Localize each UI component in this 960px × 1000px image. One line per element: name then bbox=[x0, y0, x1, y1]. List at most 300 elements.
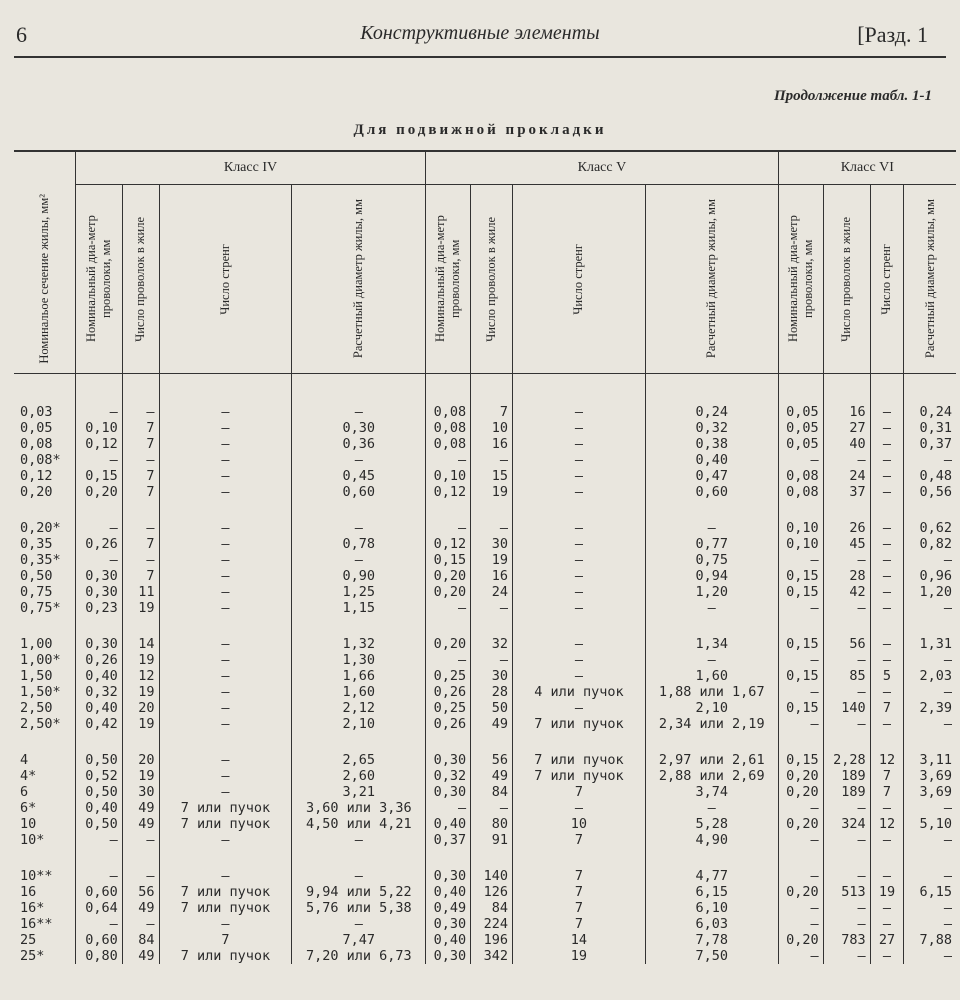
col-header-calc-dia: Расчетный диаметр жилы, мм bbox=[292, 185, 426, 374]
table-cell: 6,15 bbox=[904, 884, 956, 900]
class-vi-header: Класс VI bbox=[778, 151, 956, 185]
table-cell: 19 bbox=[122, 600, 159, 616]
table-cell: — bbox=[159, 684, 292, 700]
spacer-cell bbox=[645, 500, 778, 520]
table-cell: 0,90 bbox=[292, 568, 426, 584]
table-cell: 7 или пучок bbox=[159, 900, 292, 916]
row-section-cell: 0,75* bbox=[20, 600, 61, 616]
row-section-cell: 2,50* bbox=[20, 716, 61, 732]
table-cell: — bbox=[645, 600, 778, 616]
table-cell: 2,10 bbox=[645, 700, 778, 716]
spacer-cell bbox=[14, 616, 75, 636]
table-cell: 40 bbox=[823, 436, 870, 452]
spacer-cell bbox=[14, 374, 75, 405]
table-cell: 0,30 bbox=[426, 916, 471, 932]
spacer-cell bbox=[778, 848, 823, 868]
table-cell: 0,15 bbox=[778, 568, 823, 584]
table-cell: 0,82 bbox=[904, 536, 956, 552]
row-section-cell: 0,75 bbox=[20, 584, 53, 600]
row-section-cell: 1,00* bbox=[20, 652, 61, 668]
table-cell: 1,60 bbox=[292, 684, 426, 700]
table-cell: 0,32 bbox=[75, 684, 122, 700]
table-cell: 0,24 bbox=[645, 404, 778, 420]
table-cell: — bbox=[870, 868, 904, 884]
table-cell: 0,20 bbox=[778, 884, 823, 900]
table-cell: 7 или пучок bbox=[159, 800, 292, 816]
table-cell: — bbox=[823, 916, 870, 932]
group-spacer bbox=[14, 500, 956, 520]
table-row bbox=[14, 568, 956, 584]
table-cell: 0,26 bbox=[426, 716, 471, 732]
table-cell: 0,50 bbox=[75, 784, 122, 800]
table-cell: — bbox=[870, 404, 904, 420]
table-cell: 1,25 bbox=[292, 584, 426, 600]
table-cell: — bbox=[122, 916, 159, 932]
table-cell: 56 bbox=[471, 752, 513, 768]
table-cell: 0,20 bbox=[778, 932, 823, 948]
row-section-cell: 0,35 bbox=[20, 536, 53, 552]
table-cell: 37 bbox=[823, 484, 870, 500]
table-cell: 2,88 или 2,69 bbox=[645, 768, 778, 784]
table-cell: 0,08 bbox=[778, 484, 823, 500]
table-cell: — bbox=[75, 520, 122, 536]
table-cell: 0,30 bbox=[75, 568, 122, 584]
table-cell: — bbox=[292, 916, 426, 932]
table-cell: 0,52 bbox=[75, 768, 122, 784]
table-cell: — bbox=[159, 784, 292, 800]
table-cell: — bbox=[159, 484, 292, 500]
table-cell: — bbox=[122, 832, 159, 848]
table-cell: — bbox=[159, 520, 292, 536]
table-cell: 324 bbox=[823, 816, 870, 832]
table-row bbox=[14, 932, 956, 948]
table-cell: 0,26 bbox=[75, 536, 122, 552]
table-row bbox=[14, 868, 956, 884]
table-cell: 0,50 bbox=[75, 752, 122, 768]
table-cell: 7 bbox=[870, 784, 904, 800]
table-cell: — bbox=[870, 552, 904, 568]
table-cell: 0,94 bbox=[645, 568, 778, 584]
table-cell: 0,60 bbox=[75, 932, 122, 948]
table-cell: 7,88 bbox=[904, 932, 956, 948]
col-header-wire-count: Число проволок в жиле bbox=[823, 185, 870, 374]
table-cell: — bbox=[778, 800, 823, 816]
table-cell: 19 bbox=[471, 484, 513, 500]
spacer-cell bbox=[426, 616, 471, 636]
table-cell: 19 bbox=[471, 552, 513, 568]
table-cell: 0,10 bbox=[778, 536, 823, 552]
table-cell: 2,10 bbox=[292, 716, 426, 732]
table-cell: 9,94 или 5,22 bbox=[292, 884, 426, 900]
table-cell: — bbox=[159, 716, 292, 732]
table-cell: 0,20 bbox=[778, 816, 823, 832]
col-header-strands: Число стренг bbox=[513, 185, 646, 374]
spacer-cell bbox=[513, 732, 646, 752]
table-cell: 0,05 bbox=[778, 420, 823, 436]
table-cell: 0,49 bbox=[426, 900, 471, 916]
table-cell: 1,15 bbox=[292, 600, 426, 616]
spacer-cell bbox=[904, 374, 956, 405]
table-cell: 0,64 bbox=[75, 900, 122, 916]
table-cell: — bbox=[513, 568, 646, 584]
table-row bbox=[14, 784, 956, 800]
table-cell: 56 bbox=[122, 884, 159, 900]
spacer-cell bbox=[513, 500, 646, 520]
table-cell: — bbox=[870, 948, 904, 964]
spacer-cell bbox=[471, 374, 513, 405]
class-iv-header: Класс IV bbox=[75, 151, 425, 185]
spacer-cell bbox=[823, 374, 870, 405]
table-row bbox=[14, 636, 956, 652]
table-cell: 7,78 bbox=[645, 932, 778, 948]
table-cell: — bbox=[159, 552, 292, 568]
col-header-wire-count: Число проволок в жиле bbox=[122, 185, 159, 374]
table-cell: 80 bbox=[471, 816, 513, 832]
table-cell: — bbox=[122, 868, 159, 884]
table-cell: — bbox=[159, 600, 292, 616]
table-cell: 0,08 bbox=[426, 420, 471, 436]
spacer-cell bbox=[645, 732, 778, 752]
table-cell: 0,08 bbox=[426, 404, 471, 420]
row-section-cell: 1,00 bbox=[20, 636, 53, 652]
table-cell: 1,20 bbox=[645, 584, 778, 600]
table-cell: — bbox=[513, 404, 646, 420]
group-spacer bbox=[14, 616, 956, 636]
table-cell: 0,15 bbox=[778, 752, 823, 768]
spacer-cell bbox=[159, 732, 292, 752]
table-cell: 0,80 bbox=[75, 948, 122, 964]
table-cell: — bbox=[823, 948, 870, 964]
table-cell: 0,20 bbox=[426, 584, 471, 600]
table-cell: 0,20 bbox=[778, 784, 823, 800]
spacer-cell bbox=[292, 732, 426, 752]
row-section-cell: 16* bbox=[20, 900, 45, 916]
table-cell: 7 или пучок bbox=[513, 768, 646, 784]
table-cell: 0,37 bbox=[426, 832, 471, 848]
table-cell: 0,05 bbox=[778, 436, 823, 452]
table-cell: 12 bbox=[870, 816, 904, 832]
table-cell: — bbox=[870, 420, 904, 436]
spacer-cell bbox=[870, 500, 904, 520]
table-cell: 7 bbox=[122, 436, 159, 452]
table-cell: — bbox=[904, 684, 956, 700]
table-cell: 7,20 или 6,73 bbox=[292, 948, 426, 964]
table-cell: — bbox=[870, 916, 904, 932]
table-cell: 49 bbox=[122, 816, 159, 832]
table-cell: — bbox=[870, 520, 904, 536]
spacer-cell bbox=[471, 500, 513, 520]
table-cell: — bbox=[513, 552, 646, 568]
table-cell: 7 bbox=[471, 404, 513, 420]
table-cell: — bbox=[471, 652, 513, 668]
table-cell: — bbox=[904, 452, 956, 468]
table-cell: — bbox=[159, 452, 292, 468]
table-cell: 0,30 bbox=[75, 636, 122, 652]
spacer-cell bbox=[778, 732, 823, 752]
spacer-cell bbox=[14, 500, 75, 520]
group-spacer bbox=[14, 374, 956, 405]
table-cell: 7 bbox=[513, 868, 646, 884]
table-cell: 0,31 bbox=[904, 420, 956, 436]
col-header-wire-dia: Номинальный диа-метр проволоки, мм bbox=[426, 185, 471, 374]
table-cell: 4,90 bbox=[645, 832, 778, 848]
spacer-cell bbox=[426, 374, 471, 405]
row-section-cell: 1,50 bbox=[20, 668, 53, 684]
table-cell: 5,10 bbox=[904, 816, 956, 832]
spacer-cell bbox=[75, 732, 122, 752]
spacer-cell bbox=[426, 500, 471, 520]
table-cell: — bbox=[159, 584, 292, 600]
table-cell: 0,10 bbox=[75, 420, 122, 436]
spacer-cell bbox=[292, 500, 426, 520]
spacer-cell bbox=[159, 616, 292, 636]
table-cell: — bbox=[870, 468, 904, 484]
table-cell: — bbox=[513, 420, 646, 436]
table-cell: 0,10 bbox=[426, 468, 471, 484]
table-cell: 126 bbox=[471, 884, 513, 900]
table-cell: — bbox=[513, 668, 646, 684]
table-cell: 513 bbox=[823, 884, 870, 900]
table-cell: — bbox=[471, 800, 513, 816]
table-cell: 7 или пучок bbox=[513, 752, 646, 768]
table-cell: 2,65 bbox=[292, 752, 426, 768]
table-cell: 342 bbox=[471, 948, 513, 964]
table-cell: 91 bbox=[471, 832, 513, 848]
table-cell: 85 bbox=[823, 668, 870, 684]
table-cell: — bbox=[513, 636, 646, 652]
table-cell: 0,08 bbox=[778, 468, 823, 484]
spacer-cell bbox=[471, 848, 513, 868]
spacer-cell bbox=[14, 848, 75, 868]
table-cell: — bbox=[122, 520, 159, 536]
table-cell: — bbox=[513, 700, 646, 716]
row-section-cell: 4 bbox=[20, 752, 29, 768]
table-cell: — bbox=[513, 800, 646, 816]
table-row bbox=[14, 768, 956, 784]
table-cell: — bbox=[75, 404, 122, 420]
table-cell: — bbox=[513, 600, 646, 616]
table-cell: — bbox=[513, 468, 646, 484]
table-cell: — bbox=[823, 832, 870, 848]
table-cell: — bbox=[904, 600, 956, 616]
table-cell: 10 bbox=[471, 420, 513, 436]
table-row bbox=[14, 600, 956, 616]
table-cell: 0,30 bbox=[426, 752, 471, 768]
table-cell: 196 bbox=[471, 932, 513, 948]
table-cell: 56 bbox=[823, 636, 870, 652]
spacer-cell bbox=[292, 848, 426, 868]
table-cell: — bbox=[904, 800, 956, 816]
spacer-cell bbox=[778, 374, 823, 405]
spacer-cell bbox=[159, 374, 292, 405]
table-cell: — bbox=[159, 420, 292, 436]
table-cell: 0,60 bbox=[292, 484, 426, 500]
table-cell: 0,40 bbox=[426, 884, 471, 900]
spacer-cell bbox=[292, 616, 426, 636]
table-row bbox=[14, 832, 956, 848]
table-cell: 0,12 bbox=[426, 536, 471, 552]
table-cell: 0,40 bbox=[426, 932, 471, 948]
table-cell: 0,48 bbox=[904, 468, 956, 484]
table-cell: — bbox=[292, 520, 426, 536]
table-cell: — bbox=[159, 536, 292, 552]
table-cell: — bbox=[426, 600, 471, 616]
table-cell: — bbox=[823, 684, 870, 700]
table-cell: — bbox=[904, 900, 956, 916]
col-header-calc-dia: Расчетный диаметр жилы, мм bbox=[904, 185, 956, 374]
table-cell: 7 или пучок bbox=[159, 948, 292, 964]
row-section-cell: 0,08 bbox=[20, 436, 53, 452]
spacer-cell bbox=[122, 500, 159, 520]
table-row bbox=[14, 404, 956, 420]
table-cell: 0,38 bbox=[645, 436, 778, 452]
col-header-wire-count: Число проволок в жиле bbox=[471, 185, 513, 374]
table-cell: 0,12 bbox=[426, 484, 471, 500]
table-cell: 0,75 bbox=[645, 552, 778, 568]
table-row bbox=[14, 468, 956, 484]
page-number: 6 bbox=[16, 22, 27, 47]
col-header-section: Номинальое сечение жилы, мм² bbox=[14, 185, 75, 374]
table-cell: 0,40 bbox=[426, 816, 471, 832]
spacer-cell bbox=[513, 374, 646, 405]
row-section-cell: 0,35* bbox=[20, 552, 61, 568]
spacer-cell bbox=[823, 616, 870, 636]
row-section-cell: 0,20 bbox=[20, 484, 53, 500]
table-cell: 7 или пучок bbox=[513, 716, 646, 732]
spacer-cell bbox=[75, 616, 122, 636]
table-row bbox=[14, 668, 956, 684]
table-row bbox=[14, 916, 956, 932]
table-cell: 5 bbox=[870, 668, 904, 684]
table-cell: 0,15 bbox=[778, 668, 823, 684]
table-cell: — bbox=[513, 436, 646, 452]
table-cell: — bbox=[823, 452, 870, 468]
spacer-cell bbox=[823, 848, 870, 868]
table-cell: — bbox=[426, 520, 471, 536]
table-cell: 0,42 bbox=[75, 716, 122, 732]
table-cell: — bbox=[823, 868, 870, 884]
table-cell: — bbox=[159, 768, 292, 784]
table-cell: 49 bbox=[122, 948, 159, 964]
row-section-cell: 0,03 bbox=[20, 404, 53, 420]
spacer-cell bbox=[645, 616, 778, 636]
table-cell: — bbox=[870, 536, 904, 552]
table-cell: 84 bbox=[471, 900, 513, 916]
table-cell: — bbox=[426, 800, 471, 816]
class-v-header: Класс V bbox=[426, 151, 778, 185]
row-section-cell: 25* bbox=[20, 948, 45, 964]
table-cell: 0,60 bbox=[645, 484, 778, 500]
table-cell: 5,28 bbox=[645, 816, 778, 832]
table-cell: 30 bbox=[471, 536, 513, 552]
table-cell: 4,77 bbox=[645, 868, 778, 884]
table-cell: 2,34 или 2,19 bbox=[645, 716, 778, 732]
table-row bbox=[14, 800, 956, 816]
spacer-cell bbox=[426, 732, 471, 752]
table-cell: 49 bbox=[471, 768, 513, 784]
col-header-strands: Число стренг bbox=[870, 185, 904, 374]
spacer-cell bbox=[513, 848, 646, 868]
table-cell: 1,31 bbox=[904, 636, 956, 652]
spacer-cell bbox=[778, 500, 823, 520]
table-cell: 7 bbox=[159, 932, 292, 948]
table-cell: 27 bbox=[823, 420, 870, 436]
spacer-cell bbox=[823, 500, 870, 520]
table-cell: 0,40 bbox=[75, 700, 122, 716]
table-cell: 7 bbox=[513, 784, 646, 800]
table-cell: 27 bbox=[870, 932, 904, 948]
table-cell: 0,24 bbox=[904, 404, 956, 420]
table-cell: — bbox=[75, 916, 122, 932]
table-row bbox=[14, 484, 956, 500]
table-cell: 16 bbox=[471, 568, 513, 584]
table-cell: 0,40 bbox=[645, 452, 778, 468]
table-row bbox=[14, 436, 956, 452]
table-cell: 12 bbox=[870, 752, 904, 768]
table-cell: 0,37 bbox=[904, 436, 956, 452]
table-cell: 0,20 bbox=[426, 636, 471, 652]
table-cell: 49 bbox=[122, 800, 159, 816]
table-cell: — bbox=[645, 652, 778, 668]
spacer-cell bbox=[292, 374, 426, 405]
spacer-cell bbox=[904, 500, 956, 520]
table-cell: 7 или пучок bbox=[159, 816, 292, 832]
table-cell: — bbox=[292, 868, 426, 884]
table-cell: — bbox=[159, 832, 292, 848]
table-cell: 0,25 bbox=[426, 700, 471, 716]
table-cell: 0,05 bbox=[778, 404, 823, 420]
table-cell: — bbox=[159, 868, 292, 884]
table-cell: 0,32 bbox=[645, 420, 778, 436]
table-cell: — bbox=[778, 948, 823, 964]
table-cell: — bbox=[159, 668, 292, 684]
table-cell: 7 bbox=[513, 900, 646, 916]
spacer-cell bbox=[426, 848, 471, 868]
table-cell: — bbox=[870, 584, 904, 600]
table-cell: 1,30 bbox=[292, 652, 426, 668]
table-cell: 7 bbox=[122, 484, 159, 500]
table-cell: 6,03 bbox=[645, 916, 778, 932]
table-cell: 0,15 bbox=[75, 468, 122, 484]
table-cell: 140 bbox=[823, 700, 870, 716]
table-cell: 1,32 bbox=[292, 636, 426, 652]
spacer-cell bbox=[778, 616, 823, 636]
table-cell: — bbox=[904, 948, 956, 964]
table-row bbox=[14, 884, 956, 900]
spacer-cell bbox=[471, 616, 513, 636]
table-cell: 0,26 bbox=[426, 684, 471, 700]
table-cell: 0,20 bbox=[778, 768, 823, 784]
table-cell: — bbox=[870, 832, 904, 848]
spacer-cell bbox=[471, 732, 513, 752]
table-cell: 7 bbox=[870, 768, 904, 784]
table-cell: 0,15 bbox=[778, 636, 823, 652]
table-cell: — bbox=[513, 484, 646, 500]
table-cell: 19 bbox=[122, 716, 159, 732]
table-cell: — bbox=[292, 404, 426, 420]
table-cell: 49 bbox=[471, 716, 513, 732]
table-cell: — bbox=[778, 868, 823, 884]
table-cell: — bbox=[823, 652, 870, 668]
table-cell: — bbox=[823, 900, 870, 916]
table-cell: 19 bbox=[122, 652, 159, 668]
table-cell: 7 bbox=[122, 536, 159, 552]
table-cell: 7 bbox=[122, 468, 159, 484]
table-cell: 14 bbox=[122, 636, 159, 652]
table-cell: — bbox=[823, 600, 870, 616]
row-section-cell: 6* bbox=[20, 800, 37, 816]
table-cell: 26 bbox=[823, 520, 870, 536]
